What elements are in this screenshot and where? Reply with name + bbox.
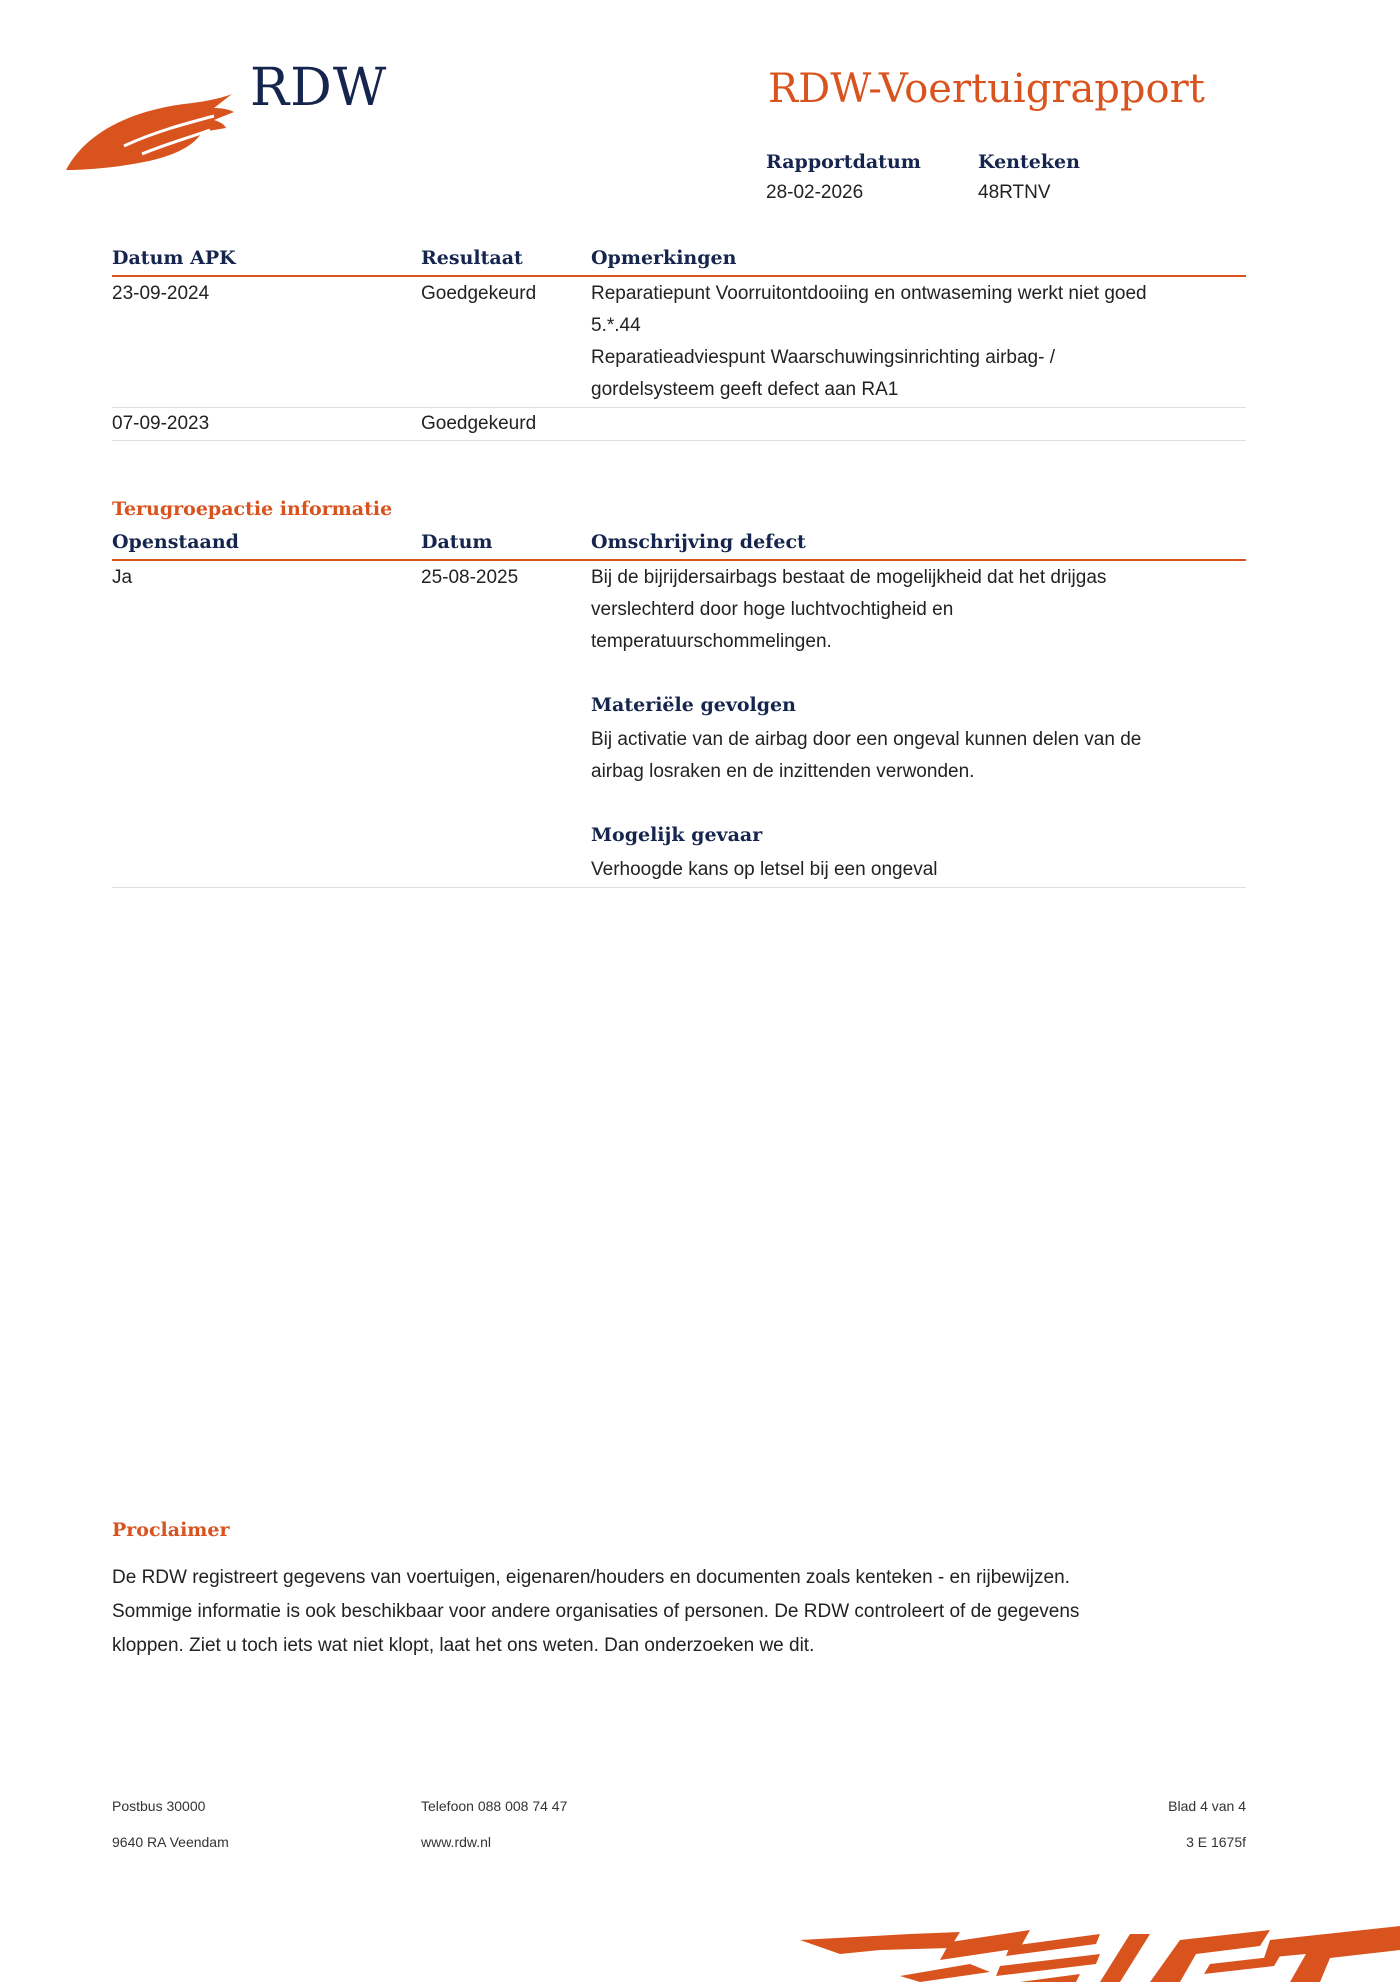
proclaimer-line: kloppen. Ziet u toch iets wat niet klopt, laat het ons weten. Dan onderzoeken we dit. [112, 1635, 815, 1656]
apk-row-remark: 5.*.44 [591, 315, 641, 336]
consequences-title: Materiële gevolgen [591, 694, 796, 716]
proclaimer-title: Proclaimer [112, 1519, 230, 1541]
apk-row-remark: Reparatieadviespunt Waarschuwingsinrichting airbag- / [591, 347, 1055, 368]
apk-col-remarks: Opmerkingen [591, 247, 737, 269]
apk-row-result: Goedgekeurd [421, 283, 537, 304]
plate-value: 48RTNV [978, 182, 1051, 203]
recall-defect-line: verslechterd door hoge luchtvochtigheid en [591, 599, 954, 620]
danger-title: Mogelijk gevaar [591, 824, 763, 846]
report-date-value: 28-02-2026 [766, 182, 864, 203]
recall-col-defect: Omschrijving defect [591, 531, 806, 553]
plate-label: Kenteken [978, 151, 1080, 173]
brand-name: RDW [250, 58, 388, 118]
apk-row-date: 07-09-2023 [112, 413, 210, 434]
footer-city: 9640 RA Veendam [112, 1834, 229, 1850]
recall-defect-line: temperatuurschommelingen. [591, 631, 832, 652]
footer-document-code: 3 E 1675f [1186, 1834, 1246, 1850]
apk-header-rule [112, 275, 1246, 277]
row-divider [112, 887, 1246, 888]
apk-row-date: 23-09-2024 [112, 283, 210, 304]
proclaimer-line: Sommige informatie is ook beschikbaar voor andere organisaties of personen. De RDW controleert of de gegevens [112, 1601, 1080, 1622]
recall-date-value: 25-08-2025 [421, 567, 519, 588]
apk-col-result: Resultaat [421, 247, 523, 269]
rdw-stripes-icon [800, 1920, 1400, 1982]
rdw-logo-icon [64, 86, 234, 176]
row-divider [112, 407, 1246, 408]
recall-header-rule [112, 559, 1246, 561]
recall-col-open: Openstaand [112, 531, 239, 553]
recall-open-value: Ja [112, 567, 133, 588]
footer-website[interactable]: www.rdw.nl [421, 1834, 492, 1850]
apk-col-date: Datum APK [112, 247, 236, 269]
footer-phone: Telefoon 088 008 74 47 [421, 1798, 568, 1814]
recall-defect-line: Bij de bijrijdersairbags bestaat de mogelijkheid dat het drijgas [591, 567, 1107, 588]
consequences-line: Bij activatie van de airbag door een ongeval kunnen delen van de [591, 729, 1142, 750]
report-date-label: Rapportdatum [766, 151, 921, 173]
footer-postbus: Postbus 30000 [112, 1798, 206, 1814]
apk-row-remark: Reparatiepunt Voorruitontdooiing en ontwaseming werkt niet goed [591, 283, 1147, 304]
row-divider [112, 440, 1246, 441]
recall-title: Terugroepactie informatie [112, 498, 393, 520]
report-title: RDW-Voertuigrapport [768, 66, 1205, 112]
footer-page-number: Blad 4 van 4 [1168, 1798, 1246, 1814]
proclaimer-line: De RDW registreert gegevens van voertuigen, eigenaren/houders en documenten zoals kenteken - en rijbewijzen. [112, 1567, 1070, 1588]
apk-row-remark: gordelsysteem geeft defect aan RA1 [591, 379, 899, 400]
consequences-line: airbag losraken en de inzittenden verwonden. [591, 761, 975, 782]
recall-col-date: Datum [421, 531, 493, 553]
apk-row-result: Goedgekeurd [421, 413, 537, 434]
danger-line: Verhoogde kans op letsel bij een ongeval [591, 859, 938, 880]
